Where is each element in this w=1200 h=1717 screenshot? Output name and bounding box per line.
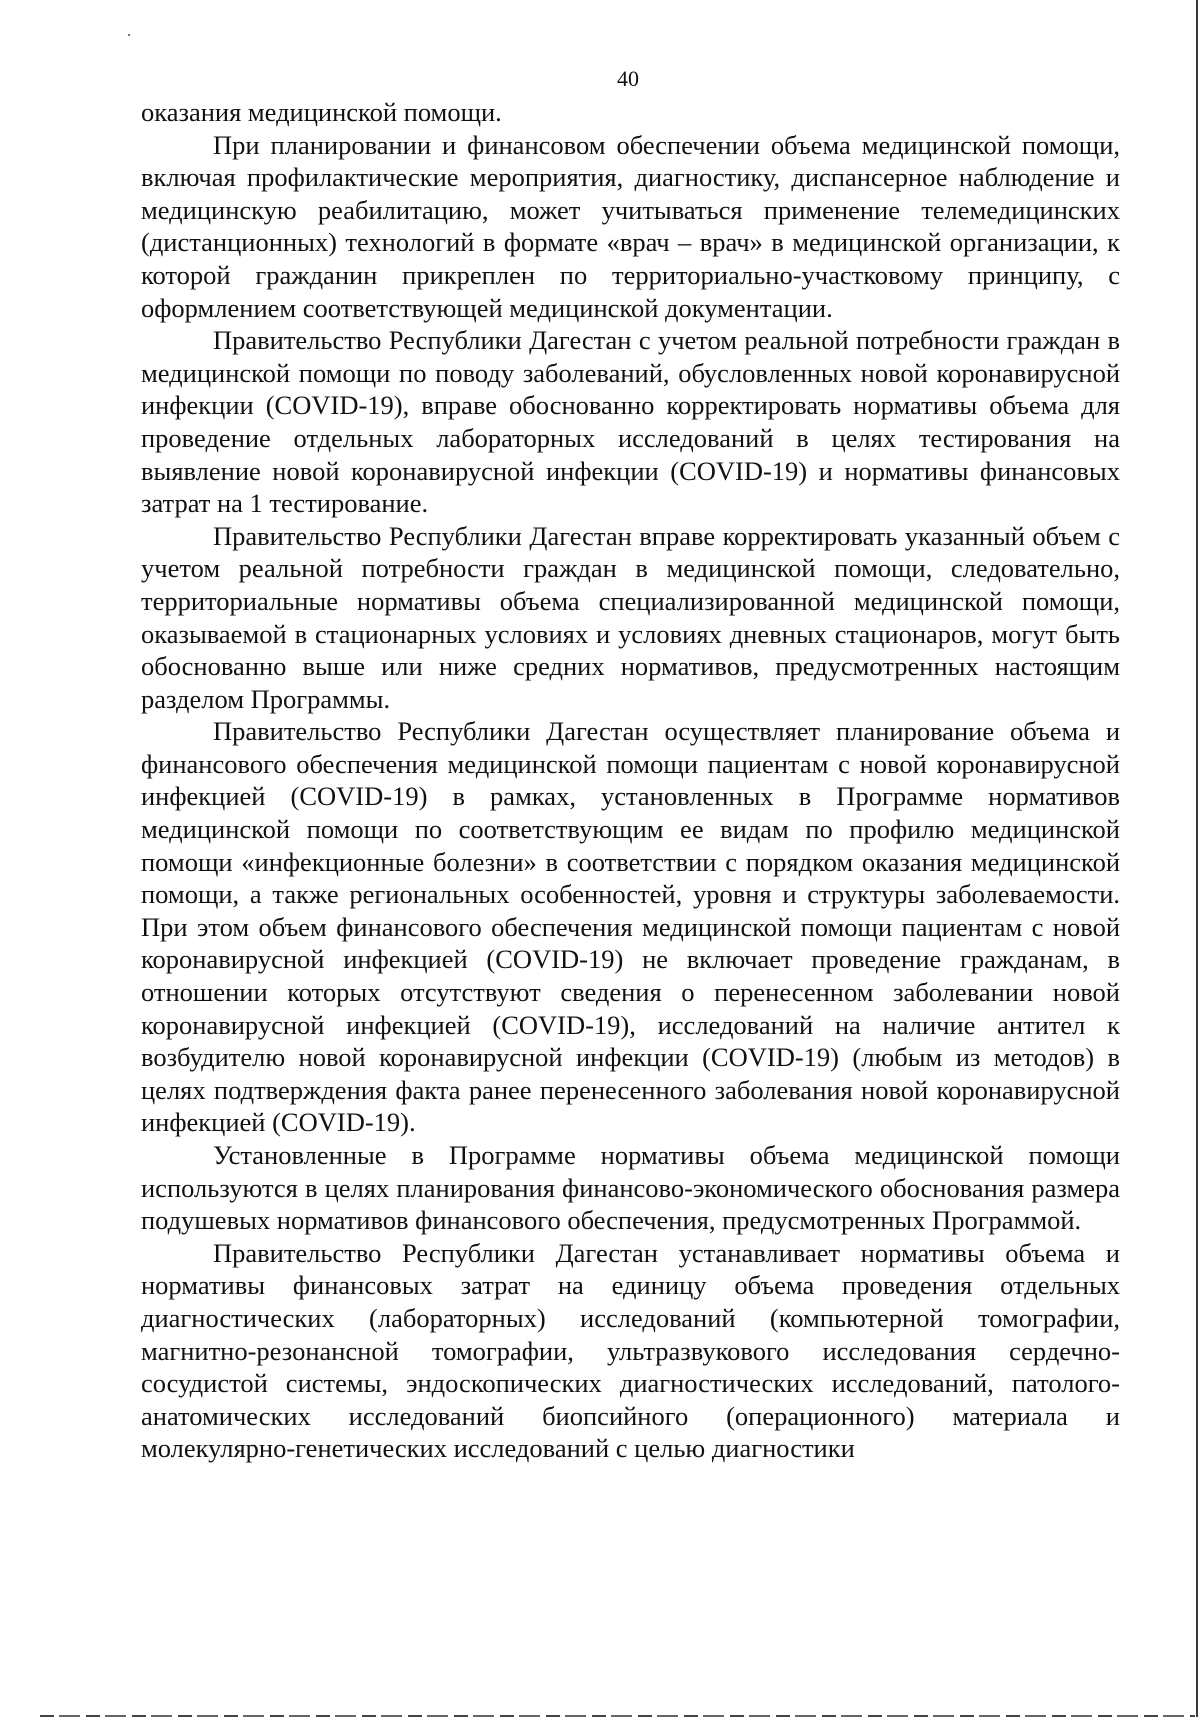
page-number: 40 bbox=[617, 66, 639, 91]
paragraph-diagnostic-norms: Правительство Республики Дагестан устанавливает нормативы объема и нормативы финансовых затрат на единицу объема проведения отдельных диагностических (лабораторных) исследований (компьютерной томографии, магнитно-резонансной томографии, ультразвукового исследования сердечно-сосудистой системы, эндоскопических диагностических исследований, патолого-анатомических исследований биопсийного (операционного) материала и молекулярно-генетических исследований с целью диагностики bbox=[141, 1237, 1120, 1464]
paragraph-norms-usage: Установленные в Программе нормативы объема медицинской помощи используются в целях планирования финансово-экономического обоснования размера подушевых нормативов финансового обеспечения, предусмотренных Программой. bbox=[141, 1140, 1120, 1236]
document-body bbox=[141, 96, 1120, 1465]
paragraph-telemedicine: При планировании и финансовом обеспечении объема медицинской помощи, включая профилактические мероприятия, диагностику, диспансерное наблюдение и медицинскую реабилитацию, может учитываться применение телемедицинских (дистанционных) технологий в формате «врач – врач» в медицинской организации, к которой гражданин прикреплен по территориально-участковому принципу, с оформлением соответствующей медицинской документации. bbox=[141, 129, 1120, 323]
paragraph-covid-planning: Правительство Республики Дагестан осуществляет планирование объема и финансового обеспечения медицинской помощи пациентам с новой коронавирусной инфекцией (COVID-19) в рамках, установленных в Программе нормативов медицинской помощи по соответствующим ее видам по профилю медицинской помощи «инфекционные болезни» в соответствии с порядком оказания медицинской помощи, а также региональных особенностей, уровня и структуры заболеваемости. При этом объем финансового обеспечения медицинской помощи пациентам с новой коронавирусной инфекцией (COVID-19) не включает проведение гражданам, в отношении которых отсутствуют сведения о перенесенном заболевании новой коронавирусной инфекцией (COVID-19), исследований на наличие антител к возбудителю новой коронавирусной инфекции (COVID-19) (любым из методов) в целях подтверждения факта ранее перенесенного заболевания новой коронавирусной инфекцией (COVID-19). bbox=[141, 716, 1120, 1138]
scan-edge-right bbox=[1196, 0, 1198, 1717]
paragraph-continuation: оказания медицинской помощи. bbox=[141, 97, 502, 127]
scan-speck bbox=[128, 34, 130, 36]
paragraph-covid-testing: Правительство Республики Дагестан с учетом реальной потребности граждан в медицинской помощи по поводу заболеваний, обусловленных новой коронавирусной инфекции (COVID-19), вправе обоснованно корректировать нормативы объема для проведение отдельных лабораторных исследований в целях тестирования на выявление новой коронавирусной инфекции (COVID-19) и нормативы финансовых затрат на 1 тестирование. bbox=[141, 325, 1120, 519]
paragraph-volume-adjustment: Правительство Республики Дагестан вправе корректировать указанный объем с учетом реальной потребности граждан в медицинской помощи, следовательно, территориальные нормативы объема специализированной медицинской помощи, оказываемой в стационарных условиях и условиях дневных стационаров, могут быть обоснованно выше или ниже средних нормативов, предусмотренных настоящим разделом Программы. bbox=[141, 520, 1120, 714]
